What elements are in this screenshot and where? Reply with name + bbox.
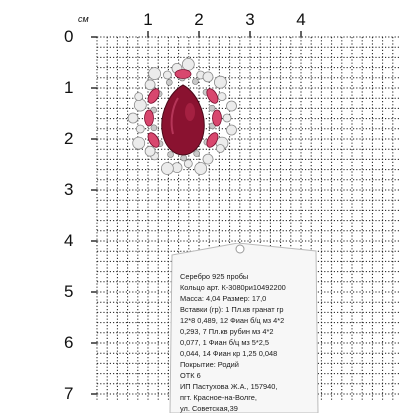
crystal-stone (166, 79, 172, 85)
crystal-stone (133, 137, 145, 149)
ring-image (128, 58, 237, 174)
price-tag (168, 243, 320, 413)
y-tick-label: 0 (64, 27, 74, 46)
pink-ruby-stone (213, 110, 222, 126)
tag-line: 0,293, 7 Пл.кв рубин мз 4*2 (180, 327, 274, 336)
crystal-stone (145, 146, 155, 156)
crystal-stone (182, 58, 194, 70)
garnet-shine (185, 103, 195, 121)
y-tick-label: 3 (64, 180, 74, 199)
crystal-stone (184, 160, 192, 168)
pink-ruby-stone (145, 110, 154, 126)
y-tick-label: 5 (64, 282, 74, 301)
x-tick-label: 2 (194, 10, 204, 29)
y-tick-label: 4 (64, 231, 74, 250)
y-tick-label: 1 (64, 78, 74, 97)
crystal-stone (218, 93, 226, 101)
crystal-stone (128, 113, 138, 123)
crystal-stone (149, 68, 161, 80)
crystal-stone (181, 155, 187, 161)
tag-line: Серебро 925 пробы (180, 272, 249, 281)
tag-text (180, 271, 320, 414)
tag-line: пгт. Красное-на-Волге, (180, 393, 257, 402)
tag-line: 0,077, 1 Фиан б/ц мз 5*2,5 (180, 338, 270, 347)
tag-line: Кольцо арт. К-3080ри10492200 (180, 283, 286, 292)
crystal-stone (134, 99, 146, 111)
crystal-stone (214, 76, 226, 88)
crystal-stone (151, 125, 157, 131)
pink-ruby-stone (175, 70, 191, 79)
crystal-stone (163, 71, 171, 79)
crystal-stone (216, 145, 224, 153)
tag-line: Вставки (гр): 1 Пл.кв гранат гр (180, 305, 284, 314)
tag-line: Масса: 4,04 Размер: 17,0 (180, 294, 267, 303)
crystal-stone (195, 163, 207, 175)
crystal-stone (227, 101, 237, 111)
tag-line: 0,044, 14 Фиан кр 1,25 0,048 (180, 349, 278, 358)
crystal-stone (135, 93, 143, 101)
crystal-stone (203, 72, 213, 82)
crystal-stone (223, 114, 231, 122)
crystal-stone (227, 125, 237, 135)
ruler-unit-label: см (78, 14, 89, 24)
y-tick-label: 7 (64, 384, 74, 403)
crystal-stone (194, 151, 200, 157)
y-tick-label: 2 (64, 129, 74, 148)
y-tick-label: 6 (64, 333, 74, 352)
crystal-stone (161, 163, 173, 175)
tag-hole (236, 245, 244, 253)
tag-line: ОТК 6 (180, 371, 201, 380)
tag-line: ул. Советская,39 (180, 404, 238, 413)
crystal-stone (203, 154, 213, 164)
x-tick-label: 1 (143, 10, 153, 29)
x-tick-label: 3 (245, 10, 255, 29)
crystal-stone (168, 152, 174, 158)
tag-line: Покрытие: Родий (180, 360, 239, 369)
tag-line: ИП Пастухова Ж.А., 157940, (180, 382, 278, 391)
crystal-stone (209, 105, 215, 111)
crystal-stone (192, 79, 198, 85)
x-tick-label: 4 (296, 10, 306, 29)
crystal-stone (145, 80, 155, 90)
tag-line: 12*8 0,489, 12 Фиан б/ц мз 4*2 (180, 316, 285, 325)
crystal-stone (136, 125, 144, 133)
